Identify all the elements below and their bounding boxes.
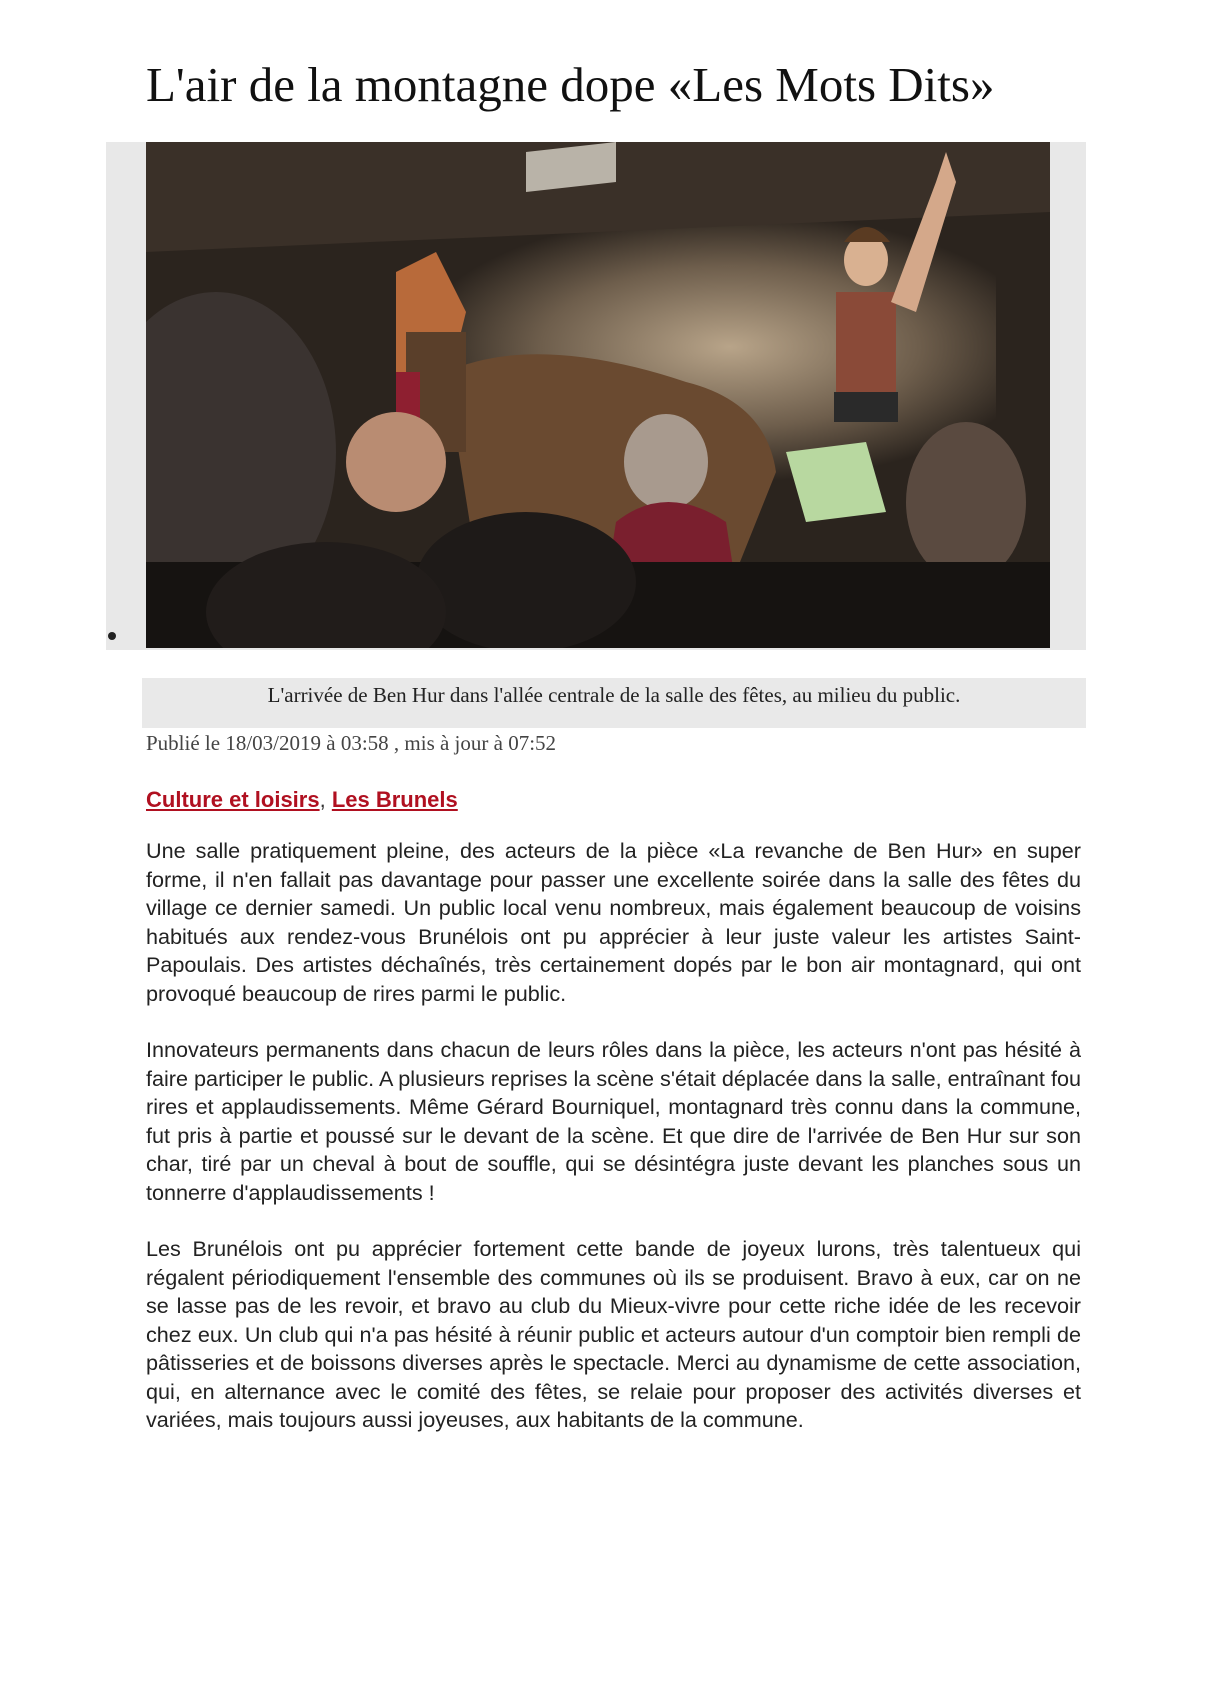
paragraph: Innovateurs permanents dans chacun de leurs rôles dans la pièce, les acteurs n'ont pas hésité à faire participer le public. A plusieurs reprises la scène s'était déplacée dans la salle, entraînant fou rires et applaudissements. Même Gérard Bourniquel, montagnard très connu dans la commune, fut pris à partie et poussé sur le devant de la scène. Et que dire de l'arrivée de Ben Hur sur son char, tiré par un cheval à bout de souffle, qui se désintégra juste devant les planches sous un tonnerre d'applaudissements !	[146, 1037, 1081, 1205]
paragraph: Une salle pratiquement pleine, des acteurs de la pièce «La revanche de Ben Hur» en super forme, il n'en fallait pas davantage pour passer une excellente soirée dans la salle des fêtes du village ce dernier samedi. Un public local venu nombreux, mais également beaucoup de voisins habitués aux rendez-vous Brunélois ont pu apprécier à leur juste valeur les artistes Saint-Papoulais. Des artistes déchaînés, très certainement dopés par le bon air montagnard, qui ont provoqué beaucoup de rires parmi le public.	[146, 838, 1081, 1006]
article-title: L'air de la montagne dope «Les Mots Dits»	[146, 57, 995, 112]
article-body	[146, 837, 1081, 1463]
publish-date: Publié le 18/03/2019 à 03:58 , mis à jour à 07:52	[146, 731, 557, 755]
category-separator: ,	[319, 787, 332, 812]
list-bullet	[108, 632, 116, 640]
category-link-culture[interactable]: Culture et loisirs	[146, 787, 320, 812]
photo-caption: L'arrivée de Ben Hur dans l'allée centrale de la salle des fêtes, au milieu du public.	[267, 683, 961, 707]
article-photo[interactable]	[146, 142, 1050, 648]
category-links	[146, 786, 458, 814]
paragraph: Les Brunélois ont pu apprécier fortement cette bande de joyeux lurons, très talentueux qui régalent périodiquement l'ensemble des communes où ils se produisent. Bravo à eux, car on ne se lasse pas de les revoir, et bravo au club du Mieux-vivre pour cette riche idée de les recevoir chez eux. Un club qui n'a pas hésité à réunir public et acteurs autour d'un comptoir bien rempli de pâtisseries et de boissons diverses après le spectacle. Merci au dynamisme de cette association, qui, en alternance avec le comité des fêtes, se relaie pour proposer des activités diverses et variées, mais toujours aussi joyeuses, aux habitants de la commune.	[146, 1236, 1081, 1432]
photo-illustration	[146, 142, 1050, 648]
category-link-les-brunels[interactable]: Les Brunels	[331, 787, 458, 812]
